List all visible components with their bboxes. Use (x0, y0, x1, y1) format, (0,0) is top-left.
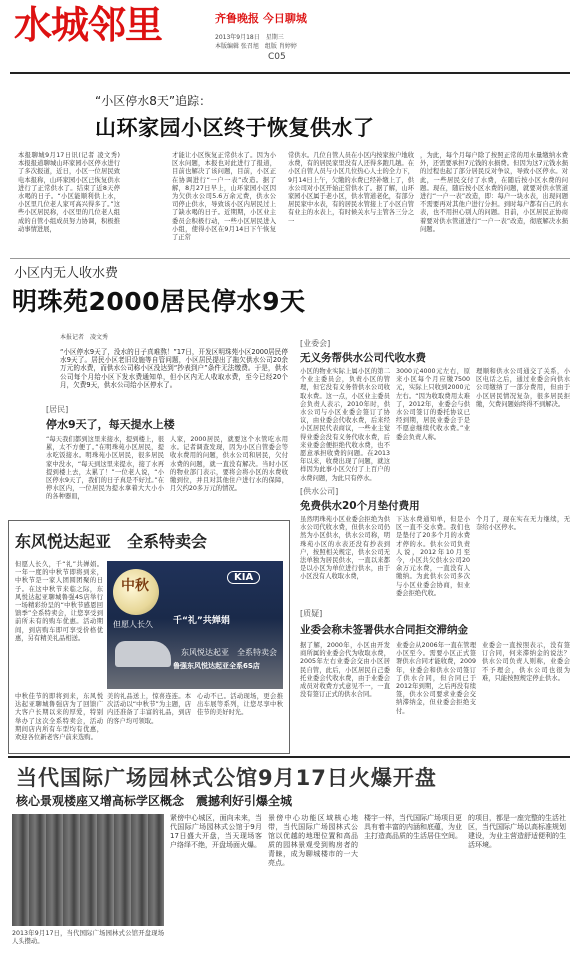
property-col1: 紧傍中心城区，面向未来，当代国际广场园林式公馆于9月17日盛大开盘，当天现场客户络绎不绝，开盘场面火爆。 (170, 814, 262, 849)
sub1-title: 停水9天了，每天提水上楼 (46, 418, 175, 431)
sub1-body2: 人家，2000居民，就要这个水管吃水用水。记者调查发现，因为小区自管委会等收水费用的问题，供水公司和居民，欠付水费的问题，就一直没有解决。当时小区的物业部门表示，要将会将小区的水费收缴到位，并且对其他住户进行水的保障，月欠约20多万元的情况。 (170, 436, 288, 493)
sub4-tag: [质疑] (300, 609, 323, 618)
sub1-tag: [居民] (46, 405, 69, 414)
sub2-body3: 理顺和供水公司通交了关系，小区电话之后，通过业委会向供水公司缴纳了一部分费用，但由于小区居民情况复杂，很多居民拒缴，欠费问题始终得不到解决。 (476, 368, 570, 408)
car-ad-banner (107, 561, 283, 689)
sub3-title: 免费供水20个月垫付费用 (300, 500, 420, 512)
story2-kicker: 小区内无人收水费 (14, 266, 119, 281)
story2-byline: 本报记者 凌文秀 (60, 334, 109, 341)
sub4-body2: 业委会从2006年一直在管理小区至今。需要小区正式签署供水合同才能收费，2009年，业委会和供水公司签订了供水合同，但合同已于2012年到期，之后再没有续签，供水公司要求业委会交纳滞纳金，但业委会拒绝支付。 (396, 642, 476, 715)
newspaper-brand: 齐鲁晚报 今日聊城 (215, 12, 307, 25)
story1-col3: 常供水。几位自管人员在小区内按家按户地收水费，有的居民家里没有人还得多跑几趟。在小区自管人员与小区几位热心人士的全力下，9月14日上午，欠缴的水费已经补缴上了，供水公司对小区开始正常供水了。据了解，山环家园小区属于老小区，供水管道老化，有部分居民家中水表，有的居民水管接上了小区自管有业主的水表上，有时候关水与主管各三分之一 (288, 152, 414, 225)
story1-col1: 本报聊城9月17日讯(记者 凌文秀) 本报报道聊城山环家园小区停水进行了多次报道，近日，小区一位居民致电本报称，山环家园小区已恢复供水进行了正常供水了。结束了近8天停水喝的日子。“小区能顺利供上水，小区里几位老人家可高兴得多了。”这些小区居民称，小区里的几位老人组成的自管小组成员努力协调，积极推动事情进展， (18, 152, 120, 233)
opening-event-photo (12, 814, 164, 926)
sub2-body2: 3000元4000元左右，原来小区每个月应缴7500元，实际上只收到2000元左右。“因为收取费用太难了，2012年，业委会与供水公司签订的委托协议已经到期，居民业委会于是不愿意继续代收水费。”业委会负责人称。 (396, 368, 470, 441)
property-ad-headline: 当代国际广场园林式公馆9月17日火爆开盘 (16, 766, 437, 790)
car-ad-headline: 东风悦达起亚 全系特卖会 (15, 532, 208, 551)
property-col3: 楼宇一样，当代国际广场项目更具有着丰富的内涵和底蕴，为业主打造高品质的生活居住空间。 (364, 814, 462, 840)
property-ad (8, 756, 570, 978)
story2-headline: 明珠苑2000居民停水9天 (12, 287, 306, 316)
sub3-body3: 个月了，现在实在无力继续，无奈给小区停水。 (476, 516, 570, 532)
property-col4: 的项目，都是一座完整的生活社区，当代国际广场以高标准规划建设，为业主营造舒适便利的生活环境。 (468, 814, 566, 849)
sub1-body: “每天我们都到这里来接水，提到楼上，很累，太不方便了。”在明珠苑小区居民，提水吃饭接水。明珠苑小区居民，很多居民家中没水，“每天到这里来提水，接了水再提到楼上去，太累了！”一位老人说，“小区停水9天了，我们的日子真是不好过。”在停水区内，一位居民为提水拿着大大小小的各种器皿， (46, 436, 164, 501)
masthead-title: 水城邻里 (14, 3, 163, 47)
banner-script: 中秋 (121, 578, 149, 594)
editor-line: 本版编辑 张召旭 组版 肖婷婷 (215, 43, 297, 50)
sub3-body: 虽然明珠苑小区业委会拒绝为供水公司代收水费，但供水公司仍然为小区供水，供水公司称，明珠苑小区的水表还没有抄表到户，按照相关规定，供水公司无法单独为居民供水，一直以来都是以小区为单位进行供水，由于小区没有人收取水费， (300, 516, 390, 581)
sub2-tag: [业委会] (300, 339, 331, 348)
date-line: 2013年9月18日 星期三 (215, 34, 284, 41)
story1-col4: ，为此，每个月每户除了按照正常的用水量缴纳水费外，还需要承担7元钱的水损费。但因为这7元钱水损的过程也起了部分居民反对争议，导致小区停水。对此，一些居民交付了水费，在随后按小区水费的问题。现在，随后按小区水费的问题，就要对供水管道进行“一户一表”改造，即：每户一块水表，出现问题不需要再对其他户进行分担。到时每户都有自己的水表，也不用担心别人的问题。目前，小区居民正协商着要对供水管道进行“一户一表”改造，彻底解决水损问题。 (420, 152, 568, 233)
car-ad-body2: 中秋佳节的即将到来，东风悦达起亚聊城鲁强店为了回馈广大客户长期以来的厚爱，特别举办了这次全系特卖会，活动期间店内所有车型均有优惠，欢迎各位新老客户前来选购。 (15, 693, 103, 742)
story2-lead: “小区停水9天了，没水的日子真难熬！”17日，开发区明珠苑小区2000居民停水9天了。居民小区老旧设施等自管问题，小区居民提出了拖欠供水公司20余万元的水费，而供水公司称小区没达到“抄表到户”条件无法缴费。于是，供水公司每个月给小区下发水费通知单，但小区内无人收取水费，至今已经20个月，欠费9天，供水公司给小区停水了。 (60, 348, 288, 389)
story1-kicker: “小区停水8天”追踪： (95, 94, 212, 108)
section-divider (10, 258, 570, 259)
sub4-title: 业委会称未签署供水合同拒交滞纳金 (300, 624, 468, 636)
banner-dealer: 鲁强东风悦达起亚全系6S店 (173, 662, 260, 670)
story1-headline: 山环家园小区终于恢复供水了 (95, 116, 375, 140)
car-ad-body4: 心动不已。活动现场，更会推出车展等系列，让您尽享中秋佳节的美好时光。 (197, 693, 283, 717)
sub4-body: 据了解，2000年，小区由开发商所属的业委会代为收取水费，2005年左右业委会交由小区居民自管，此后，小区居民自己委托业委会代收水费，由于业委会成员对收费方式意见不一，一直没有签订正式的供水合同。 (300, 642, 390, 699)
story1-col2: 才能让小区恢复正常供水了。因为小区水问题，本报也对此进行了报道，目前也解决了该问题，目前，小区正在协调进行“一户一表”改造。据了解，8月27日早上，山环家园小区因为欠供水公司5.6万余元费，供水公司停止供水，导致该小区内居民过上了缺水喝的日子。近期期，小区业主委员会积极行动，一些小区居民进入小组，使得小区在9月14日下午恢复了正常 (172, 152, 276, 242)
photo-caption: 2013年9月17日，当代国际广场园林式公馆开盘现场人头攒动。 (12, 930, 164, 946)
car-image (115, 641, 171, 667)
sub2-body: 小区的物业实际上属小区的第二个业主委员会，负责小区的管理，但它没有义务替供水公司收取水费。这一点，小区业主委员会负责人表示，2010年时，供水公司与小区业委会签订了协议，由业委会代收水费，后来经小区居民代表商议，一些业主觉得业委会没有义务代收水费，后来业委会便拒绝代收水费，也不愿意承担收费的问题。在2013年以来，收费出现了问题，就这样因为此事小区欠付了上百户的水费问题，为此只有停水。 (300, 368, 390, 482)
car-ad-body3: 美的礼品送上，惊喜连连。本次活动以“中秋节”为主题，店内还准备了丰富的礼品，到店的客户均可领取。 (107, 693, 191, 725)
sub4-body3: 业委会一直按照表示，没有签订合同，何来滞纳金的说法？供水公司负责人则称，业委会不予理会，供水公司也很为难，只能按照规定停止供水。 (482, 642, 570, 682)
property-ad-subheadline: 核心景观楼座又增高标学区概念 震撼利好引爆全城 (16, 794, 293, 808)
car-sale-ad (8, 520, 290, 754)
sub3-tag: [供水公司] (300, 487, 339, 496)
banner-line2: 千“礼”共婵娟 (173, 616, 230, 626)
sub3-body2: 下达水费通知单，但是小区一直不交水费。我们也是垫付了20多个月的水费才停的水。供水公司负责人说，2012年10月至今，小区共欠供水公司20余万元水费，一直没有人缴纳。为此供水公司多次与小区业委会协商，但业委会拒绝代收。 (396, 516, 470, 597)
car-ad-body: 但愿人长久，千“礼”共婵娟。一年一度的中秋节即将到来，中秋节是一家人团圆团聚的日子。在这中秋节来临之际，东风悦达起亚聊城鲁强4S店举行一场精彩纷呈的“中秋节感恩回馈季”全系特卖会，让您享受到前所未有的购车优惠。活动期间，到店购车即可享受价格优惠，另有精美礼品相送。 (15, 561, 103, 642)
page-code: C05 (268, 52, 286, 62)
banner-title: 东风悦达起亚 全系特卖会 (181, 648, 277, 657)
banner-line1: 但愿人长久 (113, 620, 153, 629)
property-col2: 景傍中心功能区域核心地带，当代国际广场园林式公馆以优越的地理位置和高品质的园林景观受到购房者的青睐，成为聊城楼市的一大亮点。 (268, 814, 358, 867)
sub2-title: 无义务帮供水公司代收水费 (300, 352, 426, 364)
kia-logo: KIA (227, 571, 260, 584)
masthead-rule (10, 72, 570, 74)
